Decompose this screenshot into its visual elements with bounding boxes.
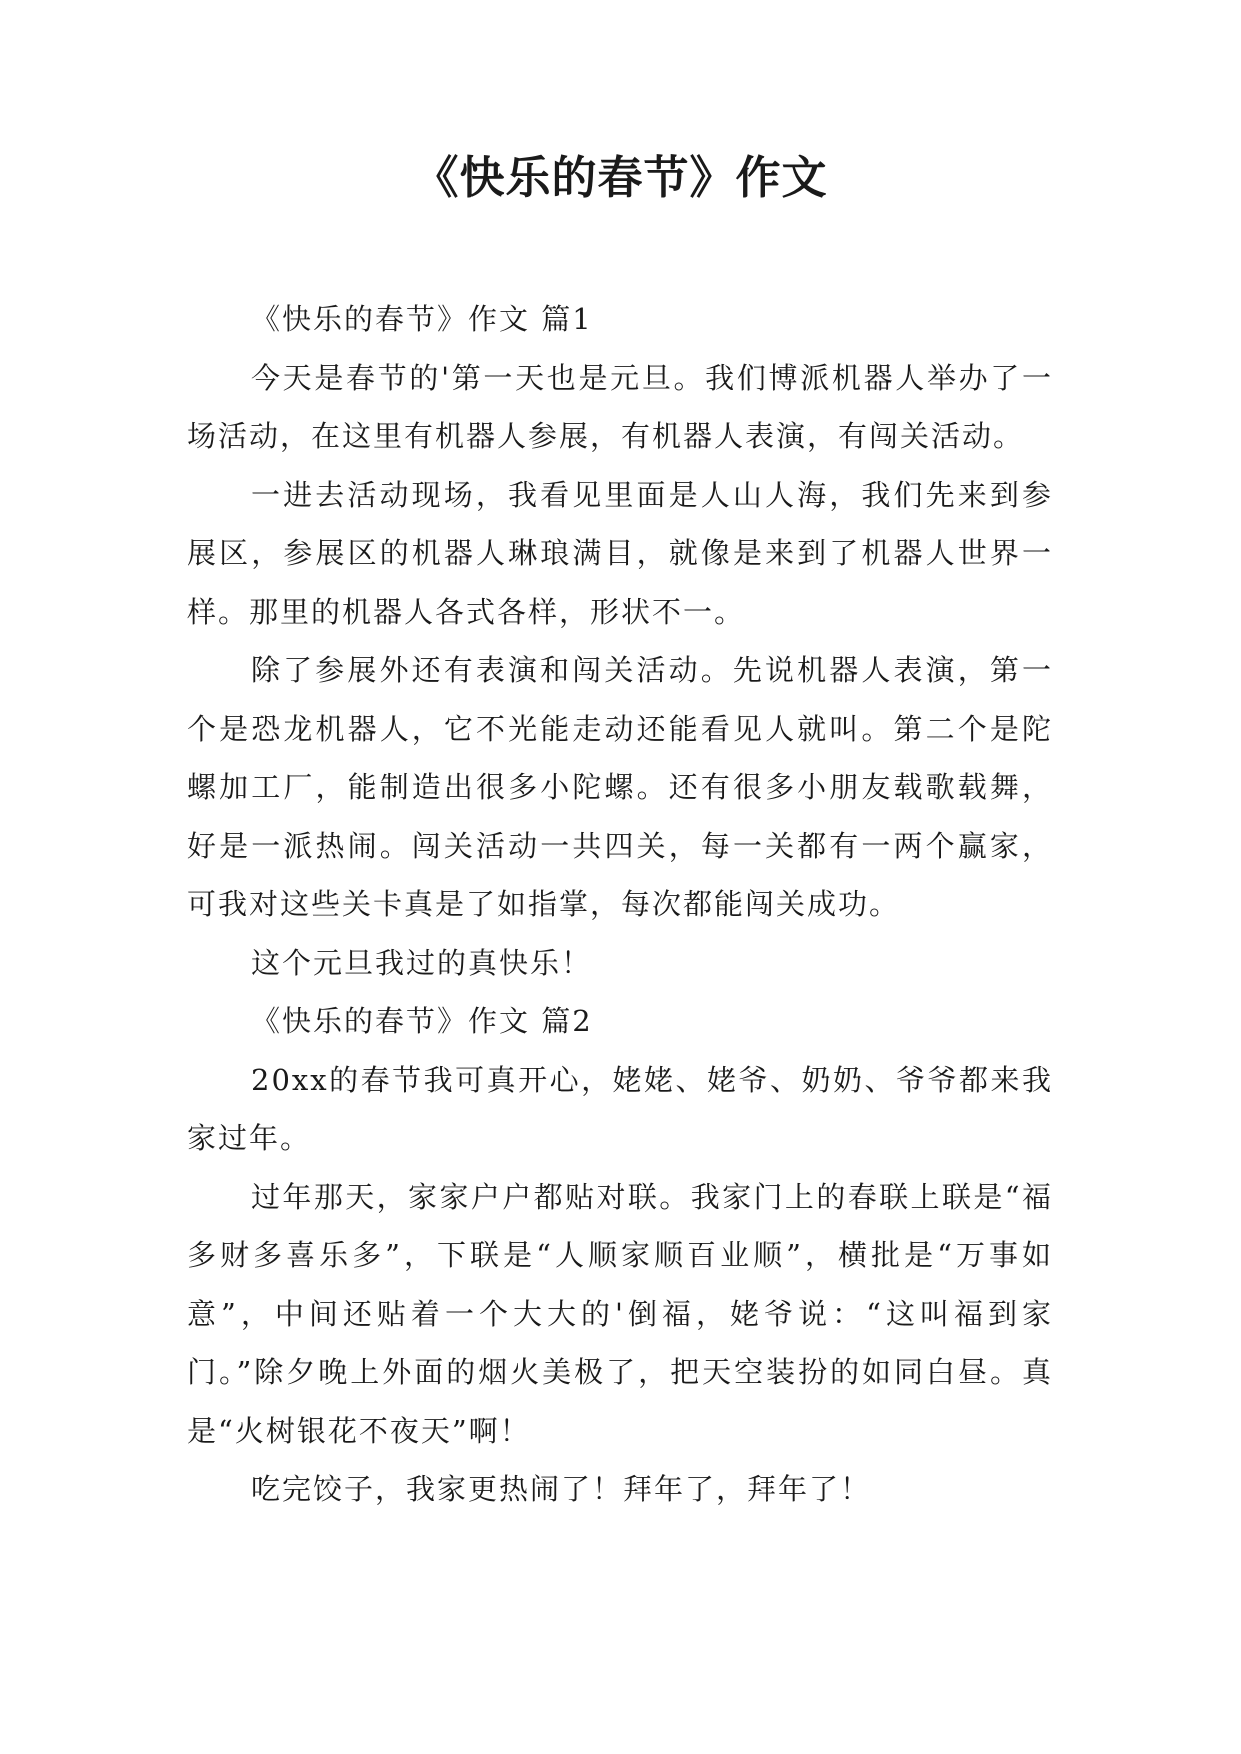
document-body xyxy=(187,290,1053,1519)
paragraph: 吃完饺子，我家更热闹了！拜年了，拜年了！ xyxy=(251,1472,872,1506)
paragraph: 这个元旦我过的真快乐！ xyxy=(251,945,593,980)
paragraph: 今天是春节的'第一天也是元旦。我们博派机器人举办了一场活动，在这里有机器人参展，有机器人表演，有闯关活动。 xyxy=(187,360,1053,453)
paragraph: 一进去活动现场，我看见里面是人山人海，我们先来到参展区，参展区的机器人琳琅满目，就像是来到了机器人世界一样。那里的机器人各式各样，形状不一。 xyxy=(187,477,1053,629)
paragraph: 过年那天，家家户户都贴对联。我家门上的春联上联是“福多财多喜乐多”，下联是“人顺家顺百业顺”，横批是“万事如意”，中间还贴着一个大大的'倒福，姥爷说：“这叫福到家门。”除夕晚上外面的烟火美极了，把天空装扮的如同白昼。真是“火树银花不夜天”啊！ xyxy=(187,1179,1053,1448)
section-heading-2: 《快乐的春节》作文 篇2 xyxy=(251,1004,593,1038)
paragraph: 20xx的春节我可真开心，姥姥、姥爷、奶奶、爷爷都来我家过年。 xyxy=(187,1062,1053,1155)
document-title: 《快乐的春节》作文 xyxy=(413,151,828,204)
paragraph: 除了参展外还有表演和闯关活动。先说机器人表演，第一个是恐龙机器人，它不光能走动还能看见人就叫。第二个是陀螺加工厂，能制造出很多小陀螺。还有很多小朋友载歌载舞，好是一派热闹。闯关活动一共四关，每一关都有一两个赢家，可我对这些关卡真是了如指掌，每次都能闯关成功。 xyxy=(187,653,1053,921)
section-heading-1: 《快乐的春节》作文 篇1 xyxy=(251,302,593,336)
